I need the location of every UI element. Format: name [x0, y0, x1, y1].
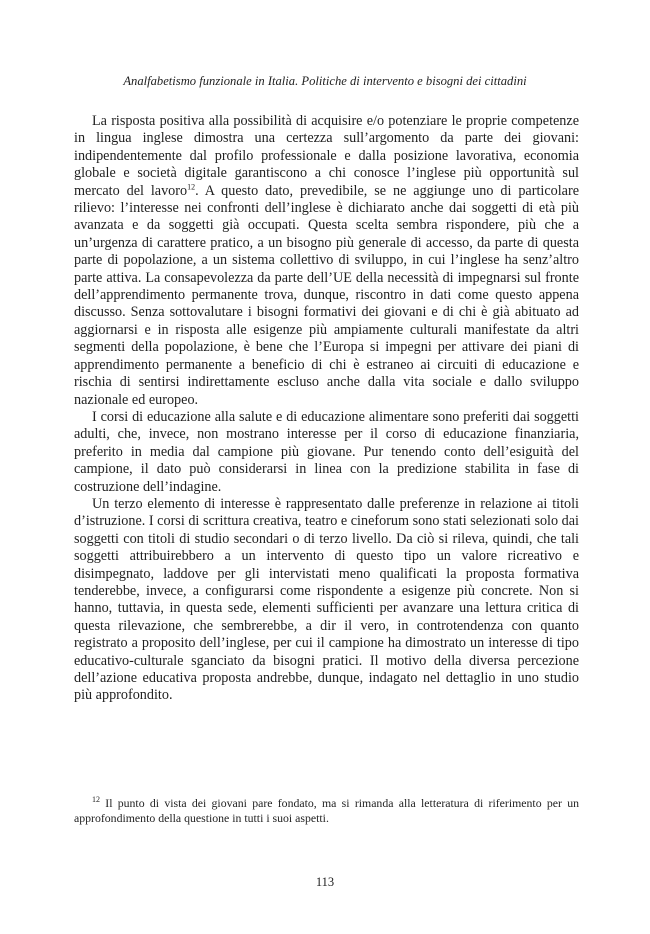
running-header: Analfabetismo funzionale in Italia. Politiche di intervento e bisogni dei cittadini [123, 74, 527, 88]
footnote [74, 796, 579, 826]
paragraph-1 [74, 113, 579, 409]
paragraph-2: I corsi di educazione alla salute e di educazione alimentare sono preferiti dai soggetti adulti, che, invece, non mostrano interesse per il corso di educazione finanziaria, preferito in media dal campione più giovane. Pur tenendo conto dell’esiguità del campione, il dato può considerarsi in linea con la predizione stabilita in fase di costruzione dell’indagine. [74, 408, 579, 495]
paragraph-1-part-b: . A questo dato, prevedibile, se ne aggiunge uno di particolare rilievo: l’interesse nei confronti dell’inglese è dichiarato anche dai soggetti di età più avanzata e da soggetti già occupati. Questa scelta sembra rispondere, più che a un’urgenza di carattere pratico, a un bisogno più generale di accesso, da parte di questa parte di popolazione, a un sistema collettivo di sviluppo, in cui l’inglese ha senz’altro parte attiva. La consapevolezza da parte dell’UE della necessità di impegnarsi sul fronte dell’apprendimento permanente trova, dunque, riscontro in dati come questo appena discusso. Senza sottovalutare i bisogni formativi dei giovani e di chi è già abituato ad aggiornarsi e in risposta alle esigenze più ampiamente culturali manifestate da altri segmenti della popolazione, è bene che l’Europa si impegni per attivare dei piani di apprendimento permanente a beneficio di chi è estraneo ai circuiti di educazione e rischia di sentirsi indirettamente escluso anche dalla vita sociale e dallo sviluppo nazionale ed europeo. [74, 182, 579, 408]
footnote-text: Il punto di vista dei giovani pare fondato, ma si rimanda alla letteratura di riferimento per un approfondimento della questione in tutti i suoi aspetti. [74, 796, 579, 825]
body-text [74, 113, 579, 705]
paragraph-1-part-a: La risposta positiva alla possibilità di acquisire e/o potenziare le proprie competenze in lingua inglese dimostra una certezza sull’argomento da parte dei giovani: indipendentemente dal profilo professionale e dalla posizione lavorativa, economia globale e società digitale garantiscono a chi conosce l’inglese più opportunità sul mercato del lavoro [74, 113, 579, 199]
paragraph-3: Un terzo elemento di interesse è rappresentato dalle preferenze in relazione ai titoli d’istruzione. I corsi di scrittura creativa, teatro e cineforum sono stati selezionati solo dai soggetti con titoli di studio secondari o di terzo livello. Da ciò si rileva, quindi, che tali soggetti attribuirebbero a un intervento di questo tipo un valore ricreativo e disimpegnato, laddove per gli intervistati meno qualificati la proposta formativa tenderebbe, invece, a configurarsi come rispondente a esigenze più concrete. Non si hanno, tuttavia, in questa sede, elementi sufficienti per avanzare una lettura critica di questa rilevazione, che sembrerebbe, a dir il vero, in controtendenza con quanto registrato a proposito dell’inglese, per cui il campione ha dimostrato un interesse di tipo educativo-culturale sganciato da bisogni pratici. Il motivo della diversa percezione dell’azione educativa proposta andrebbe, dunque, indagato nel dettaglio in uno studio più approfondito. [74, 495, 579, 704]
page-number: 113 [315, 875, 335, 889]
footnote-number: 12 [92, 795, 100, 805]
footnote-reference: 12 [187, 181, 196, 191]
